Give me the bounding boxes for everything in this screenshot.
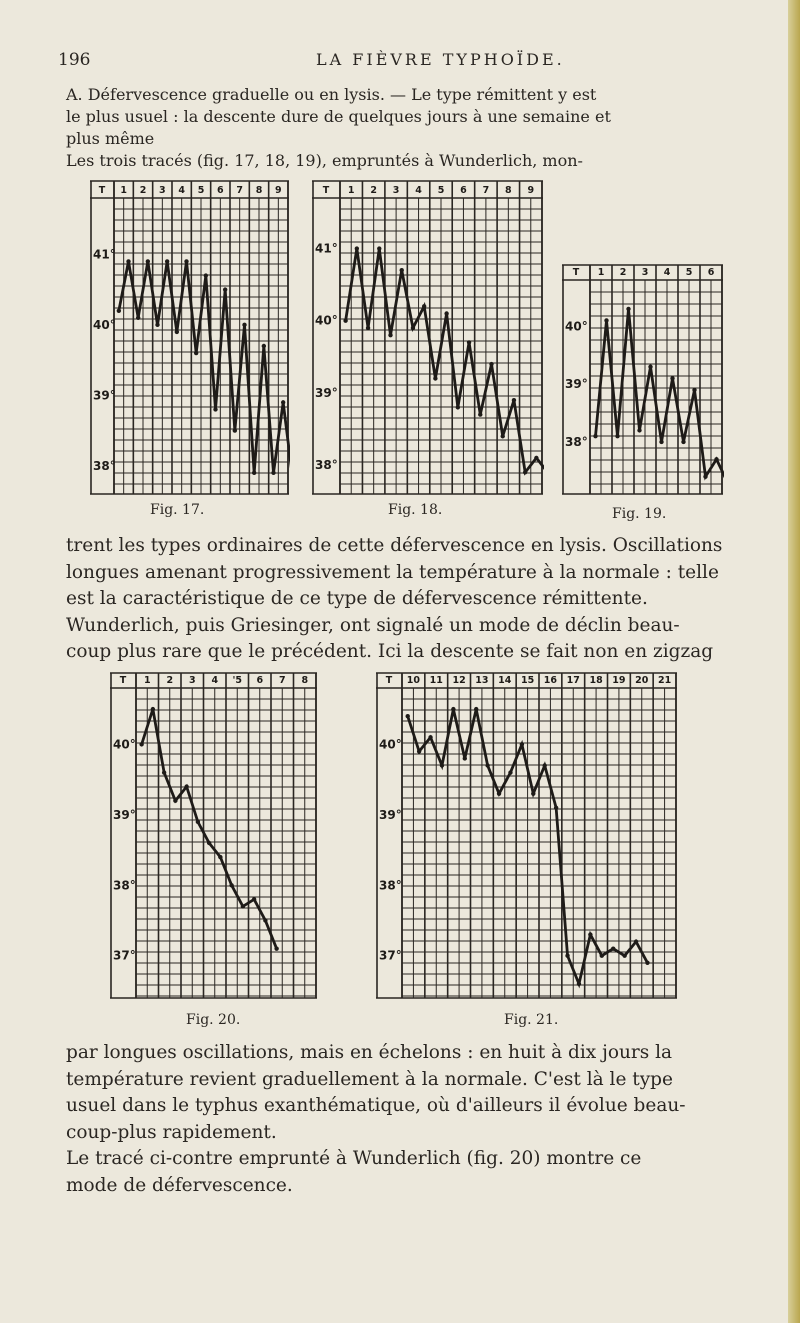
corner-label: T: [119, 675, 127, 686]
temperature-point: [136, 316, 140, 320]
paragraph-middle-line-4: Wunderlich, puis Griesinger, ont signalé un mode de déclin beau-: [66, 614, 680, 636]
day-tick-label: 5: [197, 185, 205, 196]
chart-fig-17: [90, 180, 290, 496]
temperature-point: [271, 471, 275, 475]
temperature-point: [223, 287, 227, 291]
temperature-point: [474, 707, 478, 711]
temperature-point: [456, 405, 460, 409]
day-tick-label: 1: [347, 185, 355, 196]
temperature-point: [274, 946, 278, 950]
temperature-point: [218, 855, 222, 859]
temperature-point: [478, 412, 482, 416]
temperature-point: [343, 319, 347, 323]
temperature-point: [534, 456, 538, 460]
temperature-point: [252, 471, 256, 475]
temperature-point: [634, 939, 638, 943]
temperature-point: [714, 457, 718, 461]
figure-caption-20: Fig. 20.: [186, 1012, 241, 1028]
temperature-point: [242, 323, 246, 327]
paragraph-top-line-2: le plus usuel : la descente dure de quelques jours à une semaine et: [66, 107, 611, 126]
temperature-point: [422, 304, 426, 308]
temperature-point: [588, 932, 592, 936]
paragraph-bottom-line-6: mode de défervescence.: [66, 1174, 293, 1196]
figure-caption-19: Fig. 19.: [612, 506, 667, 522]
temperature-point: [233, 428, 237, 432]
temperature-point: [451, 707, 455, 711]
paragraph-bottom-line-1: par longues oscillations, mais en échelons : en huit à dix jours la: [66, 1042, 673, 1063]
paragraph-bottom-line-2: température revient graduellement à la normale. C'est là le type: [66, 1068, 673, 1090]
temperature-point: [523, 470, 527, 474]
temperature-point: [417, 749, 421, 753]
temperature-point: [497, 791, 501, 795]
temperature-point: [400, 268, 404, 272]
running-header: [58, 50, 708, 78]
day-tick-label: 3: [188, 675, 196, 686]
day-tick-label: 7: [278, 675, 286, 686]
temperature-point: [659, 440, 663, 444]
temperature-point: [162, 770, 166, 774]
corner-label: T: [98, 185, 106, 196]
temperature-point: [184, 259, 188, 263]
temperature-point: [692, 388, 696, 392]
day-tick-label: 7: [482, 185, 490, 196]
day-tick-label: 5: [437, 185, 445, 196]
paragraph-top-line-1: A. Défervescence graduelle ou en lysis. — Le type rémittent y est: [66, 85, 597, 104]
day-tick-label: 2: [370, 185, 377, 196]
temperature-tick-label: 40°: [315, 313, 338, 328]
temperature-point: [411, 326, 415, 330]
day-tick-label: 7: [236, 185, 243, 196]
chart-fig-21: [376, 672, 678, 1000]
temperature-point: [117, 309, 121, 313]
day-tick-label: 3: [392, 185, 400, 196]
figure-caption-21: Fig. 21.: [504, 1012, 559, 1028]
temperature-tick-label: 39°: [379, 807, 402, 822]
temperature-point: [554, 806, 558, 810]
temperature-point: [377, 246, 381, 250]
temperature-tick-label: 40°: [113, 737, 136, 752]
paragraph-bottom-line-5: Le tracé ci-contre emprunté à Wunderlich (fig. 20) montre ce: [66, 1148, 642, 1169]
paragraph-middle-line-5: coup plus rare que le précédent. Ici la descente se fait non en zigzag: [66, 641, 714, 662]
temperature-point: [501, 434, 505, 438]
temperature-point: [366, 326, 370, 330]
temperature-point: [388, 333, 392, 337]
day-tick-label: 2: [619, 267, 627, 278]
day-tick-label: 6: [217, 185, 224, 196]
temperature-tick-label: 41°: [93, 247, 116, 262]
day-tick-label: 6: [460, 185, 467, 196]
paragraph-top-line-3: plus même: [66, 129, 155, 148]
temperature-point: [463, 756, 467, 760]
day-tick-label: 4: [415, 185, 422, 196]
temperature-point: [604, 318, 608, 322]
temperature-trace: [119, 261, 290, 479]
day-tick-label: '5: [232, 675, 243, 686]
temperature-point: [615, 434, 619, 438]
day-tick-label: 17: [566, 675, 580, 686]
paragraph-bottom-line-3: usuel dans le typhus exanthématique, où d'ailleurs il évolue beau-: [66, 1095, 686, 1116]
day-tick-label: 5: [685, 267, 693, 278]
day-tick-label: 16: [543, 675, 558, 686]
temperature-point: [622, 954, 626, 958]
temperature-point: [565, 954, 569, 958]
temperature-point: [593, 434, 597, 438]
temperature-point: [229, 883, 233, 887]
temperature-point: [512, 398, 516, 402]
chart-fig-20: [110, 672, 318, 1000]
figure-caption-17: Fig. 17.: [150, 502, 205, 518]
day-tick-label: 13: [475, 675, 489, 686]
day-tick-label: 20: [635, 675, 649, 686]
paragraph-middle-line-3: est la caractéristique de ce type de défervescence rémittente.: [66, 588, 648, 609]
temperature-point: [611, 946, 615, 950]
day-tick-label: 8: [255, 185, 263, 196]
temperature-point: [600, 954, 604, 958]
temperature-point: [252, 897, 256, 901]
temperature-point: [175, 330, 179, 334]
temperature-point: [139, 742, 143, 746]
temperature-point: [531, 791, 535, 795]
temperature-point: [151, 707, 155, 711]
paragraph-top-line-4: Les trois tracés (fig. 17, 18, 19), empruntés à Wunderlich, mon-: [66, 151, 583, 170]
paragraph-middle-line-2: longues amenant progressivement la température à la normale : telle: [66, 561, 719, 583]
page-edge: [788, 0, 800, 1323]
paragraph-bottom-line-4: coup-plus rapidement.: [66, 1121, 277, 1143]
temperature-point: [648, 365, 652, 369]
corner-label: T: [572, 267, 580, 278]
temperature-trace: [596, 309, 725, 483]
temperature-point: [577, 982, 581, 986]
temperature-point: [433, 376, 437, 380]
temperature-tick-label: 38°: [93, 458, 116, 473]
corner-label: T: [322, 185, 330, 196]
temperature-point: [194, 351, 198, 355]
day-tick-label: 1: [597, 267, 605, 278]
temperature-point: [263, 918, 267, 922]
day-tick-label: 9: [275, 185, 282, 196]
temperature-point: [155, 323, 159, 327]
temperature-point: [520, 742, 524, 746]
day-tick-label: 15: [520, 675, 535, 686]
running-title: LA FIÈVRE TYPHOÏDE.: [316, 50, 565, 69]
day-tick-label: 3: [641, 267, 649, 278]
temperature-point: [645, 961, 649, 965]
temperature-point: [213, 407, 217, 411]
temperature-tick-label: 40°: [379, 737, 402, 752]
temperature-point: [485, 763, 489, 767]
day-tick-label: 6: [256, 675, 264, 686]
temperature-point: [355, 246, 359, 250]
temperature-point: [207, 841, 211, 845]
chart-fig-18: [312, 180, 544, 496]
day-tick-label: 8: [301, 675, 309, 686]
temperature-tick-label: 38°: [113, 878, 136, 893]
temperature-point: [681, 440, 685, 444]
temperature-point: [281, 400, 285, 404]
temperature-point: [406, 714, 410, 718]
temperature-point: [508, 770, 512, 774]
temperature-tick-label: 38°: [379, 878, 402, 893]
day-tick-label: 9: [527, 185, 535, 196]
temperature-point: [626, 307, 630, 311]
temperature-point: [489, 362, 493, 366]
chart-fig-19: [562, 264, 724, 496]
temperature-point: [262, 344, 266, 348]
temperature-point: [543, 763, 547, 767]
corner-label: T: [385, 675, 393, 686]
temperature-trace: [346, 249, 544, 473]
temperature-tick-label: 39°: [113, 807, 136, 822]
day-tick-label: 18: [589, 675, 603, 686]
chart-grid: [110, 673, 317, 998]
temperature-tick-label: 39°: [315, 385, 338, 400]
temperature-point: [703, 474, 707, 478]
temperature-tick-label: 40°: [565, 319, 588, 334]
temperature-point: [146, 259, 150, 263]
page-number: 196: [58, 50, 91, 70]
chart-grid: [312, 181, 543, 494]
temperature-tick-label: 39°: [93, 388, 116, 403]
temperature-point: [126, 259, 130, 263]
day-tick-label: 4: [663, 267, 671, 278]
temperature-tick-label: 38°: [315, 458, 338, 473]
day-tick-label: 21: [657, 675, 672, 686]
temperature-point: [440, 763, 444, 767]
chart-grid: [90, 181, 289, 494]
figure-caption-18: Fig. 18.: [388, 502, 443, 518]
day-tick-label: 1: [143, 675, 151, 686]
temperature-point: [184, 784, 188, 788]
temperature-point: [173, 799, 177, 803]
temperature-point: [241, 904, 245, 908]
temperature-point: [637, 428, 641, 432]
day-tick-label: 2: [139, 185, 147, 196]
temperature-point: [444, 311, 448, 315]
paragraph-middle-line-1: trent les types ordinaires de cette défervescence en lysis. Oscillations: [66, 535, 723, 556]
day-tick-label: 4: [211, 675, 219, 686]
temperature-point: [670, 376, 674, 380]
chart-grid: [376, 673, 677, 998]
day-tick-label: 14: [498, 675, 512, 686]
temperature-tick-label: 38°: [565, 434, 588, 449]
temperature-point: [204, 273, 208, 277]
temperature-point: [428, 735, 432, 739]
day-tick-label: 19: [612, 675, 626, 686]
day-tick-label: 10: [406, 675, 421, 686]
day-tick-label: 6: [707, 267, 715, 278]
day-tick-label: 3: [159, 185, 166, 196]
temperature-tick-label: 37°: [379, 948, 402, 963]
temperature-tick-label: 41°: [315, 241, 338, 256]
day-tick-label: 2: [166, 675, 174, 686]
day-tick-label: 11: [429, 675, 443, 686]
temperature-trace: [142, 709, 277, 949]
day-tick-label: 12: [452, 675, 466, 686]
temperature-point: [165, 259, 169, 263]
temperature-tick-label: 37°: [113, 948, 136, 963]
temperature-point: [467, 340, 471, 344]
temperature-tick-label: 40°: [93, 317, 116, 332]
day-tick-label: 1: [120, 185, 127, 196]
temperature-tick-label: 39°: [565, 377, 588, 392]
day-tick-label: 4: [178, 185, 185, 196]
day-tick-label: 8: [505, 185, 512, 196]
temperature-point: [196, 820, 200, 824]
